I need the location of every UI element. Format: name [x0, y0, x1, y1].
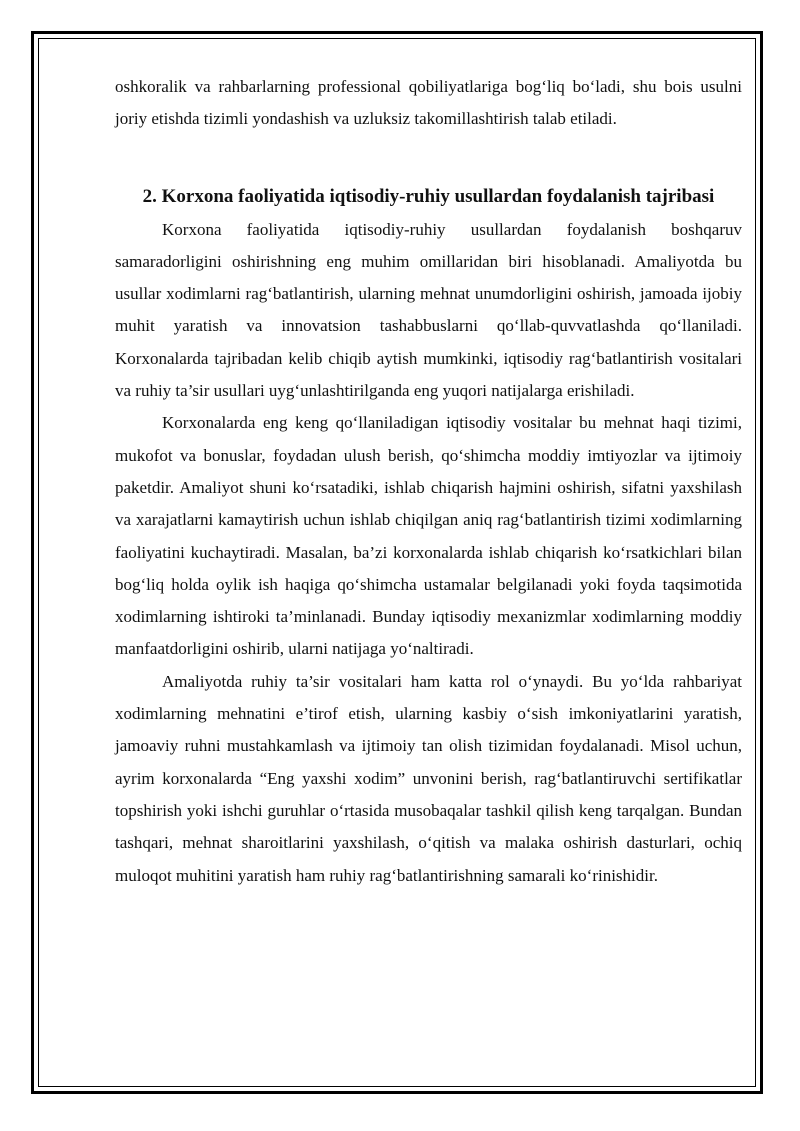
body-paragraph: Amaliyotda ruhiy ta’sir vositalari ham katta rol o‘ynaydi. Bu yo‘lda rahbariyat xodimlarning mehnatini e’tirof etish, ularning kasbiy o‘sish imkoniyatlarini yaratish, jamoaviy ruhni mustahkamlash va ijtimoiy tan olish tizimidan foydalanadi. Misol uchun, ayrim korxonalarda “Eng yaxshi xodim” unvonini berish, rag‘batlantiruvchi sertifikatlar topshirish yoki ishchi guruhlar o‘rtasida musobaqalar tashkil qilish keng tarqalgan. Bundan tashqari, mehnat sharoitlarini yaxshilash, o‘qitish va malaka oshirish dasturlari, ochiq muloqot muhitini yaratish ham ruhiy rag‘batlantirishning samarali ko‘rinishidir.: [115, 671, 742, 885]
body-paragraph: Korxonalarda eng keng qo‘llaniladigan iqtisodiy vositalar bu mehnat haqi tizimi, mukofot va bonuslar, foydadan ulush berish, qo‘shimcha moddiy imtiyozlar va ijtimoiy paketdir. Amaliyot shuni ko‘rsatadiki, ishlab chiqarish hajmini oshirish, sifatni yaxshilash va xarajatlarni kamaytirish uchun ishlab chiqilgan aniq rag‘batlantirish tizimi xodimlarning faoliyatini kuchaytiradi. Masalan, ba’zi korxonalarda ishlab chiqarish ko‘rsatkichlari bilan bog‘liq holda oylik ish haqiga qo‘shimcha ustamalar belgilanadi yoki foyda taqsimotida xodimlarning ishtiroki ta’minlanadi. Bunday iqtisodiy mexanizmlar xodimlarning moddiy manfaatdorligini oshirib, ularni natijaga yo‘naltiradi.: [115, 413, 742, 659]
body-paragraph: Korxona faoliyatida iqtisodiy-ruhiy usullardan foydalanish boshqaruv samaradorligini oshirishning eng muhim omillaridan biri hisoblanadi. Amaliyotda bu usullar xodimlarni rag‘batlantirish, ularning mehnat unumdorligini oshirish, jamoada ijobiy muhit yaratish va innovatsion tashabbuslarni qo‘llab-quvvatlashda qo‘llaniladi. Korxonalarda tajribadan kelib chiqib aytish mumkinki, iqtisodiy rag‘batlantirish vositalari va ruhiy ta’sir usullari uyg‘unlashtirilganda eng yuqori natijalarga erishiladi.: [115, 219, 742, 401]
section-heading: 2. Korxona faoliyatida iqtisodiy-ruhiy usullardan foydalanish tajribasi: [142, 185, 715, 207]
document-body: [115, 71, 742, 892]
continuation-paragraph: oshkoralik va rahbarlarning professional qobiliyatlariga bog‘liq bo‘ladi, shu bois usulni joriy etishda tizimli yondashish va uzluksiz takomillashtirish talab etiladi.: [115, 77, 742, 129]
